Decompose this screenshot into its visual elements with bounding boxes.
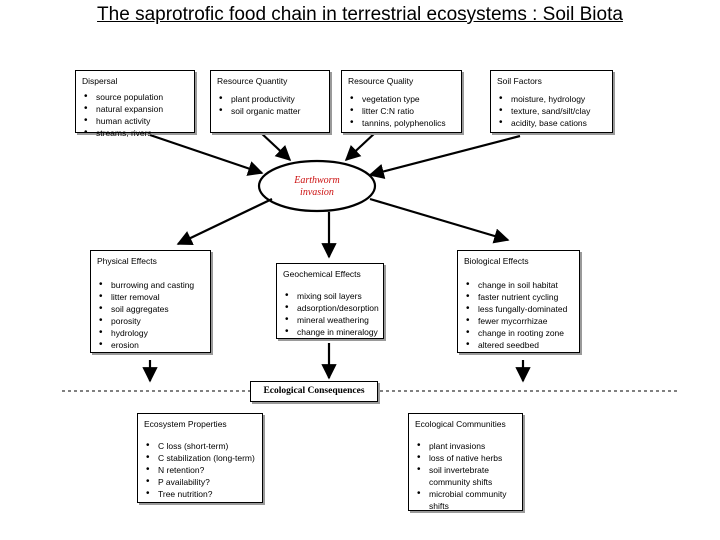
soil-factors-item: • moisture, hydrology: [497, 93, 606, 105]
earthworm-label-line1: Earthworm: [294, 175, 340, 186]
page-title: The saprotrofic food chain in terrestrial ecosystems : Soil Biota: [97, 4, 623, 25]
arrow-quantity: [260, 132, 290, 160]
arrow-soil-factors: [370, 136, 520, 175]
dispersal-item: • natural expansion: [82, 103, 188, 115]
soil-factors-box: [490, 70, 613, 133]
ecosystem-properties-item: • C loss (short-term): [144, 440, 256, 452]
resource-quantity-item: • soil organic matter: [217, 105, 323, 117]
resource-quality-heading: Resource Quality: [348, 76, 414, 86]
resource-quantity-item: • plant productivity: [217, 93, 323, 105]
resource-quality-item: • vegetation type: [348, 93, 455, 105]
arrow-biological: [370, 199, 508, 240]
physical-effects-item: • hydrology: [97, 327, 204, 339]
physical-effects-item: • erosion: [97, 339, 204, 351]
soil-factors-item: • acidity, base cations: [497, 117, 606, 129]
ecological-communities-item: • loss of native herbs: [415, 452, 516, 464]
dispersal-heading: Dispersal: [82, 76, 118, 86]
physical-effects-item: • porosity: [97, 315, 204, 327]
biological-effects-item: • faster nutrient cycling: [464, 291, 573, 303]
resource-quality-item: • tannins, polyphenolics: [348, 117, 455, 129]
ecological-communities-heading: Ecological Communities: [415, 419, 506, 429]
biological-effects-box: [457, 250, 580, 353]
physical-effects-heading: Physical Effects: [97, 256, 157, 266]
biological-effects-item: • fewer mycorrhizae: [464, 315, 573, 327]
geochemical-effects-item: • adsorption/desorption: [283, 302, 377, 314]
ecosystem-properties-heading: Ecosystem Properties: [144, 419, 227, 429]
ecological-consequences-label: Ecological Consequences: [250, 381, 378, 402]
resource-quality-item: • litter C:N ratio: [348, 105, 455, 117]
arrow-dispersal: [150, 135, 262, 173]
earthworm-label-line2: invasion: [300, 187, 334, 198]
arrow-quality: [346, 132, 376, 160]
ecological-communities-item: • microbial community shifts: [415, 488, 516, 512]
dispersal-item: • human activity: [82, 115, 188, 127]
biological-effects-item: • less fungally-dominated: [464, 303, 573, 315]
soil-factors-item: • texture, sand/silt/clay: [497, 105, 606, 117]
geochemical-effects-heading: Geochemical Effects: [283, 269, 361, 279]
ecosystem-properties-item: • C stabilization (long-term): [144, 452, 256, 464]
resource-quantity-heading: Resource Quantity: [217, 76, 288, 86]
dispersal-item: • streams, rivers: [82, 127, 188, 139]
physical-effects-box: [90, 250, 211, 353]
physical-effects-item: • litter removal: [97, 291, 204, 303]
biological-effects-item: • change in rooting zone: [464, 327, 573, 339]
ecosystem-properties-item: • Tree nutrition?: [144, 488, 256, 500]
physical-effects-item: • soil aggregates: [97, 303, 204, 315]
dispersal-box: [75, 70, 195, 138]
ecosystem-properties-item: • N retention?: [144, 464, 256, 476]
geochemical-effects-item: • mineral weathering: [283, 314, 377, 326]
biological-effects-heading: Biological Effects: [464, 256, 529, 266]
ecosystem-properties-item: • P availability?: [144, 476, 256, 488]
ecosystem-properties-box: [137, 413, 263, 503]
physical-effects-item: • burrowing and casting: [97, 279, 204, 291]
resource-quality-box: [341, 70, 462, 133]
ecological-communities-item: • plant invasions: [415, 440, 516, 452]
biological-effects-item: • change in soil habitat: [464, 279, 573, 291]
dispersal-item: • source population: [82, 91, 188, 103]
geochemical-effects-box: [276, 263, 384, 339]
biological-effects-item: • altered seedbed: [464, 339, 573, 351]
ecological-communities-item: • soil invertebrate community shifts: [415, 464, 516, 488]
ecological-communities-box: [408, 413, 523, 511]
arrow-physical: [178, 199, 272, 244]
geochemical-effects-item: • mixing soil layers: [283, 290, 377, 302]
earthworm-invasion-label: [274, 175, 360, 199]
resource-quantity-box: [210, 70, 330, 133]
soil-factors-heading: Soil Factors: [497, 76, 542, 86]
geochemical-effects-item: • change in mineralogy: [283, 326, 377, 338]
